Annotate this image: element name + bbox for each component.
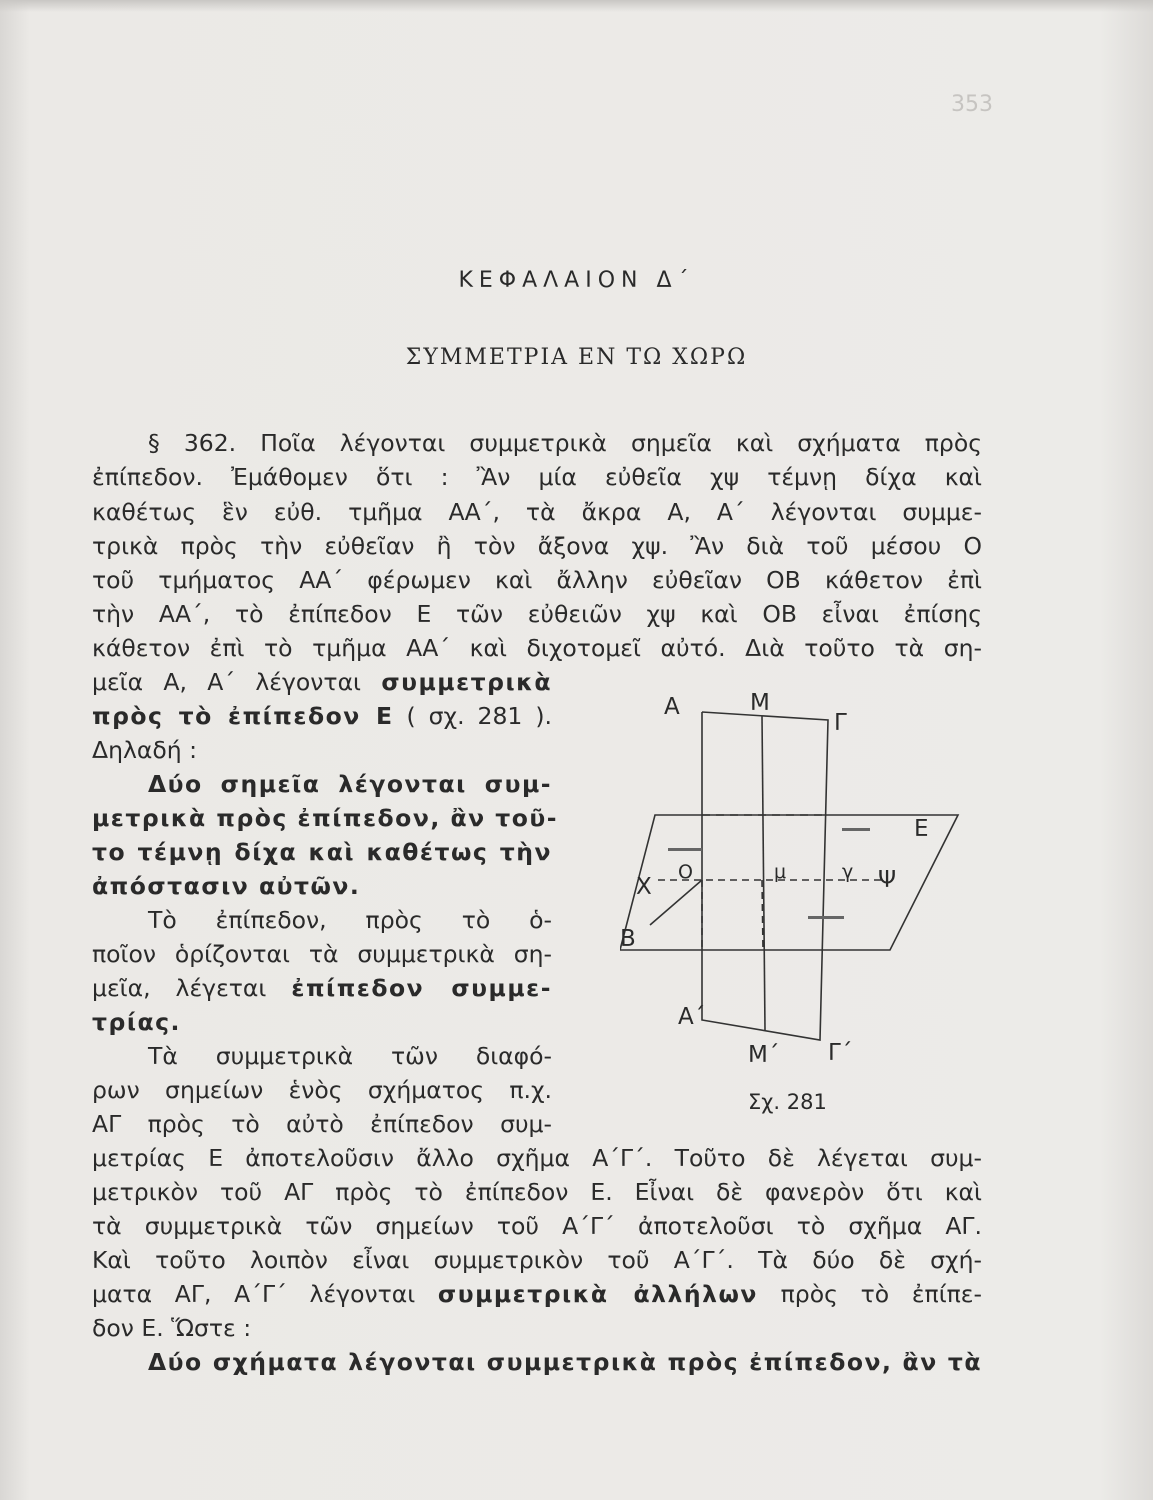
text-line: ρων σημείων ἑνὸς σχήματος π.χ. [92, 1076, 552, 1104]
text-line: ἐπίπεδον. Ἐμάθομεν ὅτι : Ἂν μία εὐθεῖα χψ τέμνῃ δίχα καὶ [92, 463, 982, 491]
figure-caption: Σχ. 281 [748, 1090, 827, 1114]
definition-line: μετρικὰ πρὸς ἐπίπεδον, ἂν τοῦ- [92, 804, 559, 832]
text-line: Τὰ συμμετρικὰ τῶν διαφό- [148, 1042, 552, 1070]
text-line: καθέτως ἓν εὐθ. τμῆμα ΑΑ΄, τὰ ἄκρα Α, Α΄ λέγονται συμμε- [92, 498, 982, 526]
text-line: τὴν ΑΑ΄, τὸ ἐπίπεδον Ε τῶν εὐθειῶν χψ καὶ ΟΒ εἶναι ἐπίσης [92, 600, 982, 628]
text-line: μετρικὸν τοῦ ΑΓ πρὸς τὸ ἐπίπεδον Ε. Εἶναι δὲ φανερὸν ὅτι καὶ [92, 1178, 982, 1206]
page-number-bleed: 353 [951, 92, 993, 117]
text-line: μεῖα Α, Α΄ λέγονται συμμετρικὰ [92, 668, 552, 696]
text-line: ΑΓ πρὸς τὸ αὐτὸ ἐπίπεδον συμ- [92, 1110, 552, 1138]
label-E: Ε [914, 816, 929, 842]
label-psi: Ψ [878, 867, 897, 893]
label-X: Χ [636, 874, 652, 900]
chapter-heading: ΚΕΦΑΛΑΙΟΝ Δ΄ [458, 268, 695, 293]
text-line: Τὸ ἐπίπεδον, πρὸς τὸ ὁ- [148, 906, 552, 934]
label-B: Β [620, 926, 636, 952]
line-MM [762, 716, 765, 1030]
text-line: κάθετον ἐπὶ τὸ τμῆμα ΑΑ΄ καὶ διχοτομεῖ αὐτό. Διὰ τοῦτο τὰ ση- [92, 634, 982, 662]
definition-line: Δύο σημεῖα λέγονται συμ- [148, 770, 552, 798]
label-G2: Γ΄ [828, 1040, 853, 1066]
label-O: Ο [678, 861, 693, 883]
section-title: ΣΥΜΜΕΤΡΙΑ ΕΝ ΤΩ ΧΩΡΩ [405, 345, 748, 370]
scan-edge-shadow [0, 0, 1153, 12]
text-line: τρίας. [92, 1008, 181, 1036]
label-mu: μ [774, 861, 787, 883]
definition-line: Δύο σχήματα λέγονται συμμετρικὰ πρὸς ἐπίπεδον, ἂν τὰ [148, 1348, 982, 1376]
text-line: τρικὰ πρὸς τὴν εὐθεῖαν ἢ τὸν ἄξονα χψ. Ἂν διὰ τοῦ μέσου Ο [92, 532, 982, 560]
label-M2: Μ΄ [748, 1042, 780, 1068]
text-line: § 362. Ποῖα λέγονται συμμετρικὰ σημεῖα καὶ σχήματα πρὸς [148, 429, 982, 457]
text-line: Καὶ τοῦτο λοιπὸν εἶναι συμμετρικὸν τοῦ Α΄Γ΄. Τὰ δύο δὲ σχή- [92, 1246, 982, 1274]
text-line: ματα ΑΓ, Α΄Γ΄ λέγονται συμμετρικὰ ἀλλήλων πρὸς τὸ ἐπίπε- [92, 1280, 982, 1308]
shading-mark [808, 916, 844, 919]
text-line: τοῦ τμήματος ΑΑ΄ φέρωμεν καὶ ἄλλην εὐθεῖαν ΟΒ κάθετον ἐπὶ [92, 566, 982, 594]
text-line: μεῖα, λέγεται ἐπίπεδον συμμε- [92, 974, 552, 1002]
text-line: δον Ε. Ὥστε : [92, 1314, 252, 1342]
plane-E [620, 815, 958, 950]
line-OB [650, 880, 702, 925]
text-line: Δηλαδή : [92, 736, 198, 764]
text-line: τὰ συμμετρικὰ τῶν σημείων τοῦ Α΄Γ΄ ἀποτελοῦσι τὸ σχῆμα ΑΓ. [92, 1212, 982, 1240]
text-line: μετρίας Ε ἀποτελοῦσιν ἄλλο σχῆμα Α΄Γ΄. Τοῦτο δὲ λέγεται συμ- [92, 1144, 982, 1172]
hidden-mid [762, 880, 763, 950]
label-M: Μ [750, 690, 770, 716]
text-line: πρὸς τὸ ἐπίπεδον Ε ( σχ. 281 ). [92, 702, 552, 730]
label-A2: Α΄ [678, 1004, 706, 1030]
label-A: Α [664, 694, 680, 720]
label-gamma: γ [842, 861, 854, 883]
shading-mark [842, 828, 870, 831]
figure-281 [620, 690, 980, 1110]
label-G: Γ [834, 710, 847, 736]
definition-line: το τέμνῃ δίχα καὶ καθέτως τὴν [92, 838, 552, 866]
text-line: ποῖον ὁρίζονται τὰ συμμετρικὰ ση- [92, 940, 552, 968]
definition-line: ἀπόστασιν αὐτῶν. [92, 872, 361, 900]
shading-mark [668, 848, 702, 851]
